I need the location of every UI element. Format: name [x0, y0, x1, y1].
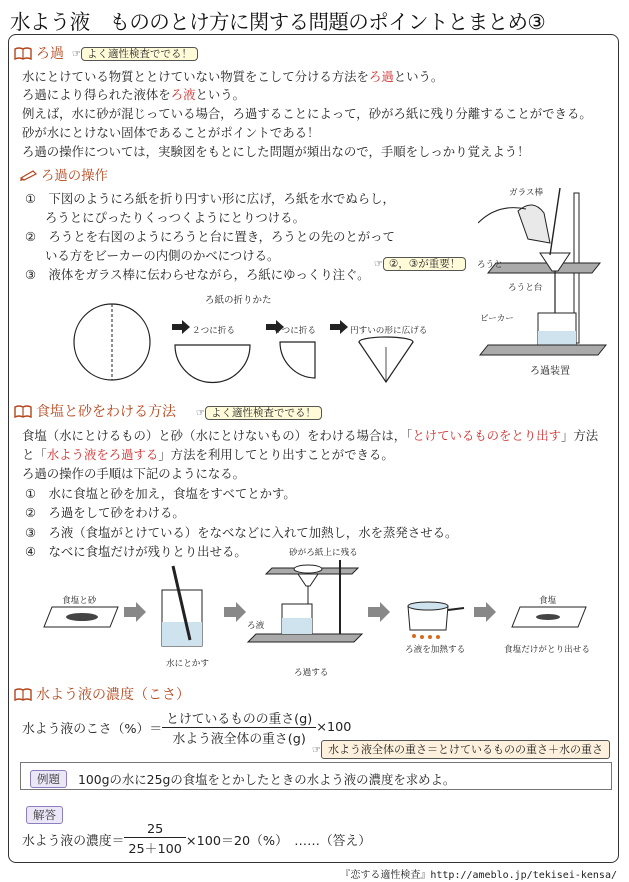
arrow-icon [224, 602, 246, 622]
apparatus-caption: ろ過装置 [530, 366, 570, 377]
step-1-cont: ろうとにぴったりくっつくようにとりつける。 [45, 210, 305, 225]
label-funnel: ろうと [477, 260, 503, 270]
fold-label: ４つに折る [273, 326, 316, 336]
page-title: 水よう液 もののとけ方に関する問題のポイントとまとめ③ [10, 10, 546, 34]
subheading-operation: ろ過の操作 [20, 165, 108, 184]
step-4: ④ なべに食塩だけが残りとり出せる。 [25, 544, 247, 559]
filtration-apparatus [478, 183, 610, 363]
section-heading-filtration [14, 43, 64, 63]
section-heading-salt-sand: 食塩と砂をわける方法 [14, 401, 176, 421]
label-funnel-stand: ろうと台 [508, 283, 543, 293]
text-line: 水にとけている物質ととけていない物質をこして分ける方法をろ過という。 [22, 69, 444, 84]
glass-rod [550, 188, 560, 255]
arrow-icon [330, 320, 348, 334]
label-sand-left: 砂がろ紙上に残る [289, 548, 358, 558]
arrow-icon [368, 602, 390, 622]
step-1: ① 水に食塩と砂を加え，食塩をすべてとかす。 [25, 486, 296, 501]
pouring-beaker [518, 205, 550, 243]
text-line: ろ過の操作の手順は下記のようになる。 [22, 466, 246, 481]
label-beaker: ビーカー [480, 314, 514, 324]
label-salt-sand: 食塩と砂 [62, 596, 97, 606]
fold-diagram [70, 300, 450, 390]
section-title: ろ過 [36, 46, 64, 62]
pencil-icon [20, 169, 38, 181]
important-badge: ☞ ②，③が重要！ [374, 252, 466, 271]
badge-text: よく適性検査ででる！ [81, 47, 198, 61]
step-3: ③ 液体をガラス棒に伝わらせながら，ろ紙にゆっくり注ぐ。 [25, 267, 370, 282]
arrow-icon [172, 320, 190, 334]
section-heading-concentration: 水よう液の濃度（こさ） [14, 684, 190, 704]
step-2: ② ろうとを右図のようにろうと台に置き，ろうとの先のとがって [25, 229, 395, 244]
label-glass-rod: ガラス棒 [509, 188, 544, 198]
fold-label: 円すいの形に広げる [350, 326, 428, 336]
label-salt: 食塩 [539, 596, 557, 606]
step-2-cont: いる方をビーカーの内側のかべにつける。 [45, 248, 280, 263]
concentration-formula: 水よう液のこさ（%）＝ $\frac{\text{とけているものの重さ(g)}}{\text{水よう液全体の重さ(g)}}$ ×100 [22, 708, 351, 747]
pointing-hand-icon: ☞ [72, 49, 81, 60]
book-icon [14, 47, 32, 60]
text-line: ろ過により得られた液体をろ液という。 [22, 87, 246, 102]
arrow-icon [474, 602, 496, 622]
text-line: 例えば，水に砂が混じっている場合，ろ過することによって，砂がろ紙に残り分離することができる。 [22, 106, 592, 121]
book-icon [14, 405, 32, 418]
example-tag: 例題 [30, 768, 67, 787]
pointing-hand-icon: ☞ [312, 745, 321, 756]
example-text: 100gの水に25gの食塩をとかしたときの水よう液の濃度を求めよ。 [78, 772, 456, 787]
label-heat: ろ液を加熱する [405, 645, 466, 655]
formula-note: ☞ 水よう液全体の重さ＝とけているものの重さ＋水の重さ [312, 738, 610, 757]
answer-tag: 解答 [26, 804, 63, 823]
step-3: ③ ろ液（食塩がとけている）をなべなどに入れて加熱し，水を蒸発させる。 [25, 525, 458, 540]
fold-title: ろ紙の折りかた [205, 295, 272, 306]
text-line: 食塩（水にとけるもの）と砂（水にとけないもの）をわける場合は，「とけているものをとり出す」方法 [22, 428, 599, 443]
label-filter-do: ろ過する [294, 668, 329, 678]
text-line: と「水よう液をろ過する」方法を利用してとり出すことができる。 [22, 447, 394, 462]
quarter-fold [280, 342, 315, 378]
frequent-badge: ☞ よく適性検査ででる！ [196, 401, 322, 420]
book-icon [14, 688, 32, 701]
step-1: ① 下図のようにろ紙を折り円すい形に広げ，ろ紙を水でぬらし， [25, 191, 395, 206]
salt-sand-pile [66, 613, 98, 621]
label-salt-result: 食塩だけがとり出せる [504, 645, 590, 655]
base [480, 345, 606, 355]
label-dissolve: 水にとかす [166, 659, 209, 669]
text-line: ろ過の操作については，実験図をもとにした問題が頻出なので，手順をしっかり覚えよう！ [22, 144, 530, 159]
footer-credit: 『恋する適性検査』http://ameblo.jp/tekisei-kensa/ [340, 870, 617, 881]
pointing-hand-icon: ☞ [196, 408, 205, 419]
answer-formula: 水よう液の濃度＝ $\frac{25}{25+100}$ ×100＝20（%） ……（答え） [22, 822, 372, 857]
text-line: 砂が水にとけない固体であることがポイントである！ [22, 125, 320, 140]
step-2: ② ろ過をして砂をわける。 [25, 505, 185, 520]
arrow-icon [124, 602, 146, 622]
fold-label: ２つに折る [192, 326, 235, 336]
salt-pile [536, 614, 560, 620]
label-filtrate: ろ液 [247, 621, 265, 631]
frequent-badge [72, 42, 198, 61]
pointing-hand-icon: ☞ [374, 259, 383, 270]
half-fold [175, 345, 250, 383]
